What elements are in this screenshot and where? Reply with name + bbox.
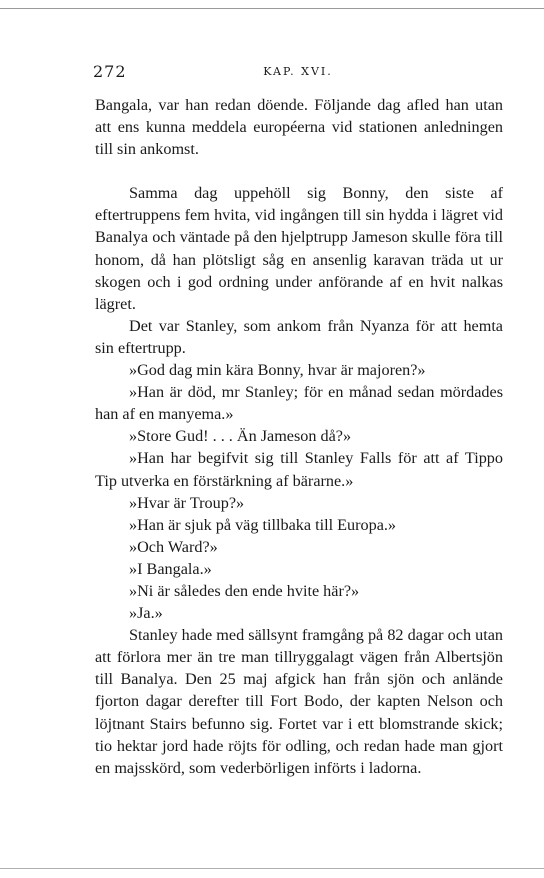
paragraph: Det var Stanley, som ankom från Nyanza för att hemta sin eftertrupp. <box>95 316 503 357</box>
paragraph: Samma dag uppehöll sig Bonny, den siste af eftertruppens fem hvita, vid ingången till sin hydda i lägret vid Banalya och väntade på den hjelptrupp Jameson skulle föra till honom, då han plötsligt såg en ansenlig karavan träda ut ur skogen och i god ordning under anförande af en hvit nalkas lägret. <box>95 184 503 313</box>
running-header <box>93 62 503 84</box>
paragraph: »Store Gud! . . . Än Jameson då?» <box>129 427 352 446</box>
bottom-edge-rule <box>0 868 544 869</box>
paragraph: »Han är död, mr Stanley; för en månad sedan mördades han af en manyema.» <box>95 383 503 424</box>
paragraph: »God dag min kära Bonny, hvar är majoren?» <box>129 361 426 380</box>
page-number: 272 <box>93 62 127 81</box>
paragraph: »Han har begifvit sig till Stanley Falls för att af Tippo Tip utverka en förstärkning af bärarne.» <box>95 449 503 490</box>
paragraph: »Ja.» <box>129 604 163 623</box>
chapter-heading: KAP. XVI. <box>263 65 333 78</box>
paragraph: Stanley hade med sällsynt framgång på 82 dagar och utan att förlora mer än tre man tillryggalagt vägen från Albertsjön till Banalya. Den 25 maj afgick han från sjön och anlände fjorton dagar derefter till Fort Bodo, der kapten Nelson och löjtnant Stairs befunno sig. Fortet var i ett blomstrande skick; tio hektar jord hade röjts för odling, och redan hade man gjort en majsskörd, som vederbörligen införts i ladorna. <box>95 626 503 777</box>
paragraph: »Hvar är Troup?» <box>129 493 245 512</box>
paragraph: »Och Ward?» <box>129 537 218 556</box>
body-text <box>95 94 503 779</box>
top-edge-rule <box>0 8 544 9</box>
paragraph: »Ni är således den ende hvite här?» <box>129 581 360 600</box>
paragraph: »Han är sjuk på väg tillbaka till Europa.» <box>129 515 397 534</box>
paragraph-spacer <box>95 160 503 182</box>
paragraph: »I Bangala.» <box>129 559 212 578</box>
paragraph: Bangala, var han redan döende. Följande dag afled han utan att ens kunna meddela européerna vid stationen anledningen till sin ankomst. <box>95 96 503 159</box>
